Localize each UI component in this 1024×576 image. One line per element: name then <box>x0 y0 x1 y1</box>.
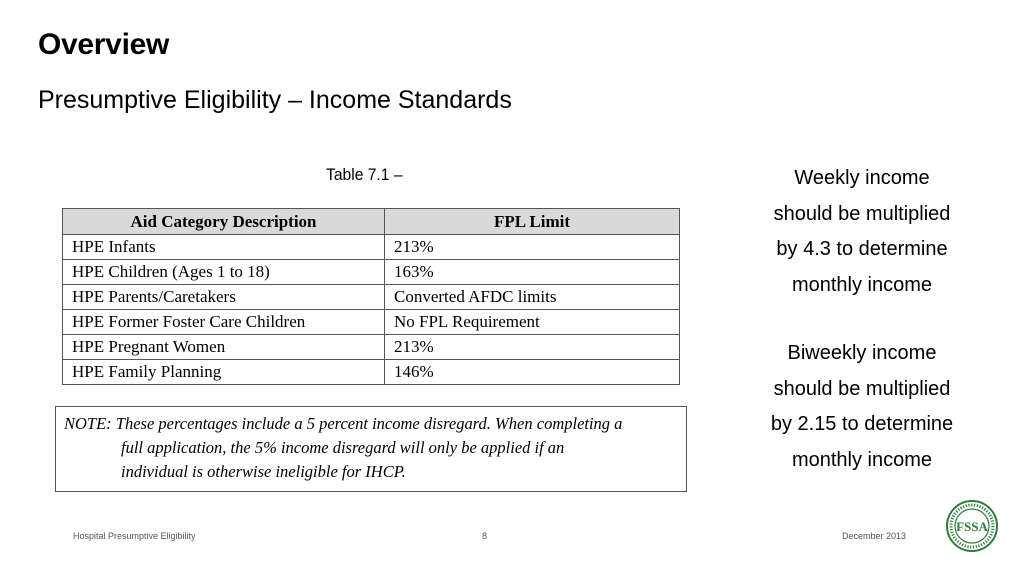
fpl-limit-cell: 146% <box>385 360 680 385</box>
note-line-3: individual is otherwise ineligible for IHCP. <box>121 462 406 481</box>
fpl-table <box>62 208 680 385</box>
table-row <box>63 310 680 335</box>
biweekly-line-1: Biweekly income <box>787 342 937 364</box>
biweekly-line-3: by 2.15 to determine <box>770 413 954 435</box>
table-row <box>63 360 680 385</box>
aid-category-cell: HPE Pregnant Women <box>63 335 385 360</box>
biweekly-line-4: monthly income <box>791 448 933 471</box>
table-row <box>63 260 680 285</box>
table-row <box>63 285 680 310</box>
table-row <box>63 335 680 360</box>
column-header-aid-category: Aid Category Description <box>63 209 385 235</box>
note-line-1: NOTE: These percentages include a 5 percent income disregard. When completing a <box>64 414 623 433</box>
aid-category-cell: HPE Infants <box>63 235 385 260</box>
weekly-line-1: Weekly income <box>794 167 930 189</box>
weekly-line-4: monthly income <box>791 273 933 296</box>
aid-category-cell: HPE Parents/Caretakers <box>63 285 385 310</box>
footer-page-number: 8 <box>482 531 488 541</box>
fpl-limit-cell: 213% <box>385 335 680 360</box>
fpl-limit-cell: Converted AFDC limits <box>385 285 680 310</box>
table-caption: Table 7.1 – <box>326 165 403 184</box>
fpl-limit-cell: No FPL Requirement <box>385 310 680 335</box>
table-header-row <box>63 209 680 235</box>
footer-presentation-name: Hospital Presumptive Eligibility <box>73 531 196 541</box>
weekly-line-2: should be multiplied <box>773 202 951 225</box>
column-header-fpl-limit: FPL Limit <box>385 209 680 235</box>
aid-category-cell: HPE Family Planning <box>63 360 385 385</box>
note-line-2: full application, the 5% income disregard will only be applied if an <box>121 438 565 457</box>
biweekly-line-2: should be multiplied <box>773 377 951 400</box>
weekly-line-3: by 4.3 to determine <box>776 238 948 260</box>
biweekly-income-note <box>742 336 982 478</box>
table-row <box>63 235 680 260</box>
fpl-limit-cell: 163% <box>385 260 680 285</box>
slide-subtitle: Presumptive Eligibility – Income Standards <box>38 86 512 114</box>
fssa-seal-logo <box>946 500 998 552</box>
weekly-income-note <box>742 161 982 303</box>
aid-category-cell: HPE Former Foster Care Children <box>63 310 385 335</box>
seal-letters: FSSA <box>956 519 988 534</box>
slide-title: Overview <box>38 28 170 61</box>
footer-date: December 2013 <box>842 531 907 541</box>
fpl-limit-cell: 213% <box>385 235 680 260</box>
aid-category-cell: HPE Children (Ages 1 to 18) <box>63 260 385 285</box>
note-box <box>55 406 687 492</box>
